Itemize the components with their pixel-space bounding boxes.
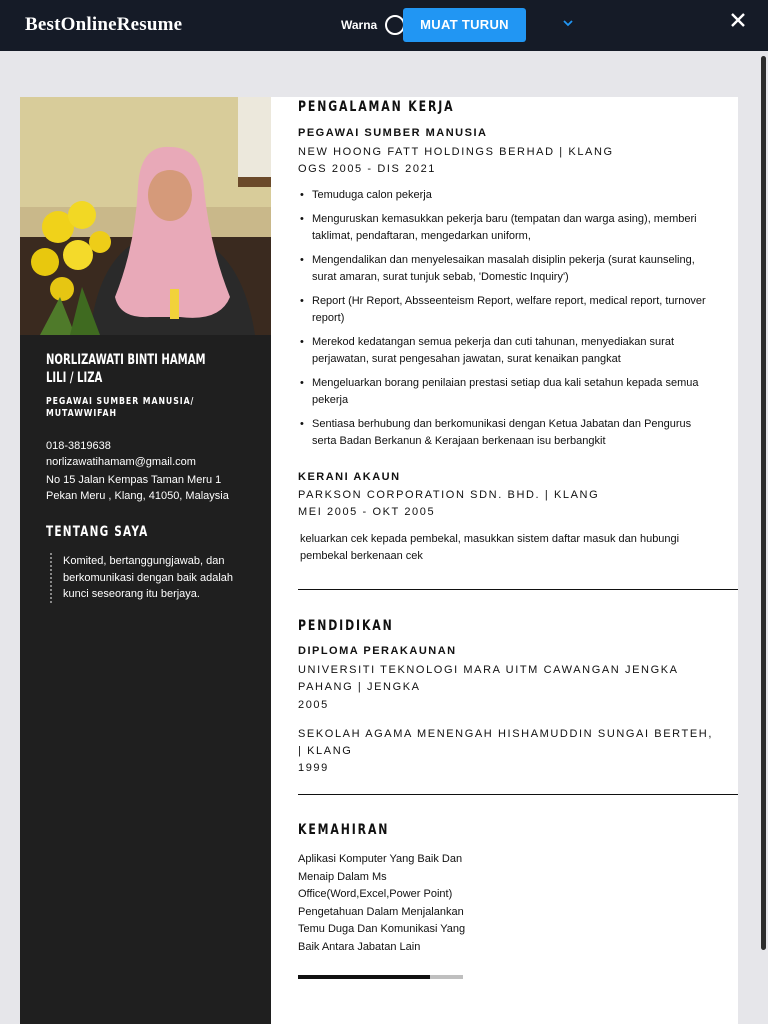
school-name-2: SEKOLAH AGAMA MENENGAH HISHAMUDDIN SUNGAI BERTEH, xyxy=(298,728,713,740)
phone-text: 018-3819638 xyxy=(46,440,111,452)
list-item: • Sentiasa berhubung dan berkomunikasi dengan Ketua Jabatan dan Pengurus serta Badan Berkanun & Kerajaan berkenaan isu berbangkit xyxy=(298,416,718,450)
degree-title: DIPLOMA PERAKAUNAN xyxy=(298,645,457,657)
education-heading: PENDIDIKAN xyxy=(298,618,394,634)
school-location: PAHANG | JENGKA xyxy=(298,681,421,693)
skill-level-bar xyxy=(298,975,430,979)
list-item: • Menguruskan kemasukkan pekerja baru (tempatan dan warga asing), memberi taklimat, pendaftaran, mengedarkan uniform, xyxy=(298,211,718,245)
about-text: Komited, bertanggungjawab, dan berkomunikasi dengan baik adalah kunci seseorang itu berjaya. xyxy=(50,553,250,603)
list-item: • Report (Hr Report, Absseenteism Report, welfare report, medical report, turnover report) xyxy=(298,293,718,327)
email-text: norlizawatihamam@gmail.com xyxy=(46,456,196,468)
scrollbar-thumb[interactable] xyxy=(761,56,766,950)
job-period: OGS 2005 - DIS 2021 xyxy=(298,163,437,175)
role-line: PEGAWAI SUMBER MANUSIA/ xyxy=(46,396,195,407)
section-divider-2 xyxy=(298,794,738,795)
job-title-2: KERANI AKAUN xyxy=(298,471,401,483)
profile-role xyxy=(46,396,233,420)
job-title: PEGAWAI SUMBER MANUSIA xyxy=(298,127,488,139)
download-button[interactable]: MUAT TURUN xyxy=(403,8,526,42)
school-name: UNIVERSITI TEKNOLOGI MARA UITM CAWANGAN JENGKA xyxy=(298,664,679,676)
job-period-2: MEI 2005 - OKT 2005 xyxy=(298,506,436,518)
school-location-2: | KLANG xyxy=(298,745,353,757)
color-label: Warna xyxy=(341,18,378,32)
role-line-2: MUTAWWIFAH xyxy=(46,408,117,419)
chevron-down-icon[interactable] xyxy=(562,17,574,31)
education-year-2: 1999 xyxy=(298,762,329,774)
address-line-1: No 15 Jalan Kempas Taman Meru 1 xyxy=(46,474,222,486)
job-company: NEW HOONG FATT HOLDINGS BERHAD | KLANG xyxy=(298,146,614,158)
section-divider xyxy=(298,589,738,590)
job-company-2: PARKSON CORPORATION SDN. BHD. | KLANG xyxy=(298,489,600,501)
profile-name xyxy=(46,351,262,387)
address-line-2: Pekan Meru , Klang, 41050, Malaysia xyxy=(46,490,229,502)
skill-text: Aplikasi Komputer Yang Baik Dan Menaip Dalam Ms Office(Word,Excel,Power Point) Pengetahuan Dalam Menjalankan Temu Duga Dan Komunikasi Yang Baik Antara Jabatan Lain xyxy=(298,853,466,953)
top-navbar xyxy=(0,0,768,51)
education-year: 2005 xyxy=(298,699,329,711)
experience-heading: PENGALAMAN KERJA xyxy=(298,99,455,115)
job-duties-list xyxy=(298,187,718,457)
skills-heading: KEMAHIRAN xyxy=(298,822,390,838)
list-item: • Merekod kedatangan semua pekerja dan cuti tahunan, menyediakan surat perjawatan, surat pengesahan jawatan, surat kenaikan pangkat xyxy=(298,334,718,368)
list-item: • Mengendalikan dan menyelesaikan masalah disiplin pekerja (surat kaunseling, surat amaran, surat tunjuk sebab, 'Domestic Inquiry') xyxy=(298,252,718,286)
list-item: • Temuduga calon pekerja xyxy=(298,187,718,204)
close-icon[interactable] xyxy=(730,11,746,34)
color-picker-toggle[interactable] xyxy=(385,15,405,35)
about-heading: TENTANG SAYA xyxy=(46,524,149,540)
nickname-line: LILI / LIZA xyxy=(46,370,103,386)
list-item: • Mengeluarkan borang penilaian prestasi setiap dua kali setahun kepada semua pekerja xyxy=(298,375,718,409)
job-description: keluarkan cek kepada pembekal, masukkan sistem daftar masuk dan hubungi pembekal berkenaan cek xyxy=(300,533,680,562)
site-logo[interactable]: BestOnlineResume xyxy=(25,14,183,35)
name-line: NORLIZAWATI BINTI HAMAM xyxy=(46,352,206,368)
profile-photo xyxy=(20,97,271,335)
